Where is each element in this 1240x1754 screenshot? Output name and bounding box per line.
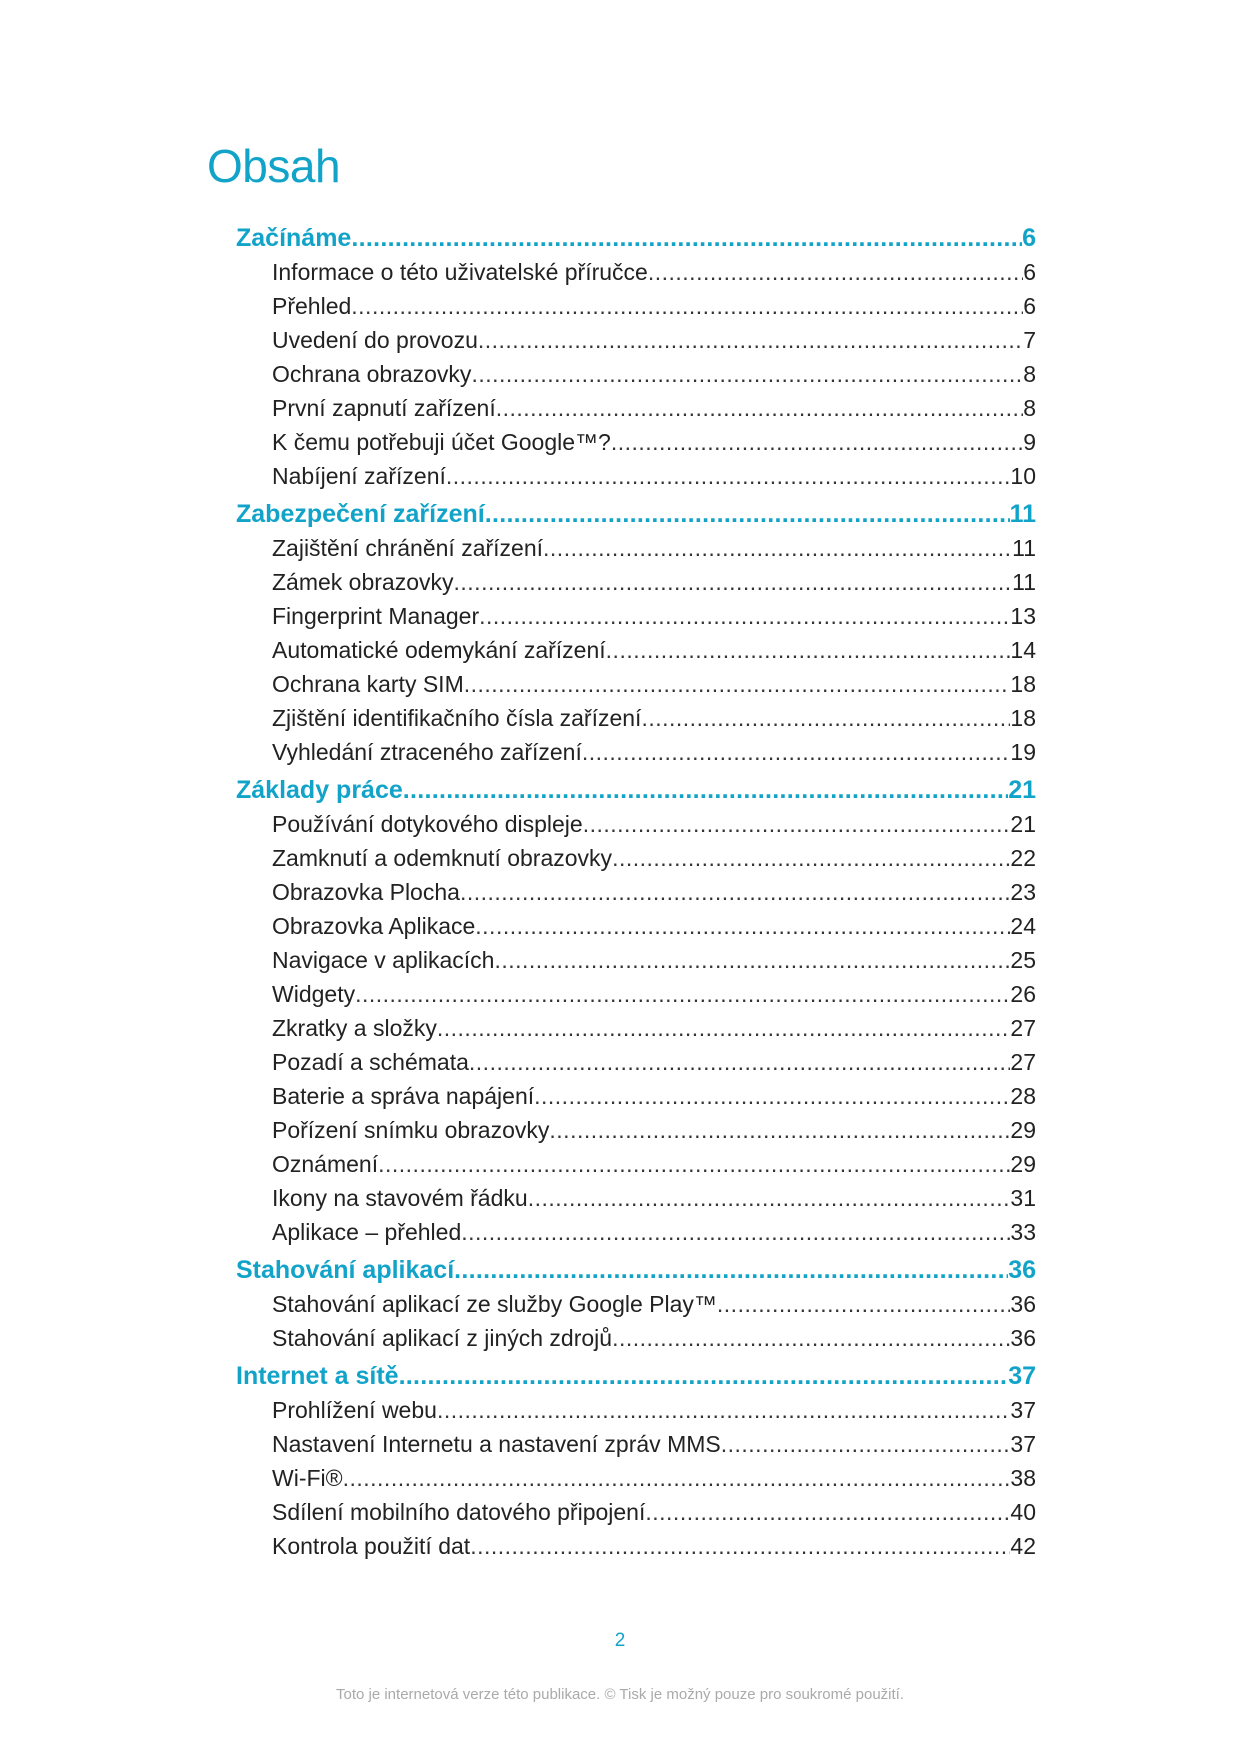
toc-item[interactable]: [236, 323, 1036, 357]
toc-item-label: Obrazovka Plocha: [272, 879, 460, 905]
toc-item-page: 14: [1010, 637, 1036, 663]
toc-item[interactable]: [236, 565, 1036, 599]
toc-item[interactable]: [236, 1427, 1036, 1461]
toc-item[interactable]: [236, 1045, 1036, 1079]
toc-item-page: 18: [1010, 671, 1036, 697]
toc-item-label: Zamknutí a odemknutí obrazovky: [272, 845, 613, 871]
dot-leader: [549, 1113, 1010, 1147]
toc-section-page: 21: [1008, 776, 1036, 804]
toc-item[interactable]: [236, 1215, 1036, 1249]
toc-item[interactable]: [236, 1321, 1036, 1355]
toc-item[interactable]: [236, 255, 1036, 289]
toc-item-page: 9: [1023, 429, 1036, 455]
toc-item-label: Stahování aplikací ze služby Google Play™: [272, 1291, 717, 1317]
toc-item[interactable]: [236, 459, 1036, 493]
toc-item[interactable]: [236, 701, 1036, 735]
dot-leader: [471, 357, 1023, 391]
toc-item-label: Zkratky a složky: [272, 1015, 437, 1041]
dot-leader: [464, 667, 1011, 701]
toc-item-label: Nabíjení zařízení: [272, 463, 446, 489]
dot-leader: [454, 565, 1013, 599]
dot-leader: [343, 1461, 1011, 1495]
toc-item-page: 42: [1010, 1533, 1036, 1559]
toc-item[interactable]: [236, 875, 1036, 909]
toc-item-page: 6: [1023, 259, 1036, 285]
toc-section-entry[interactable]: [236, 221, 1036, 255]
toc-item-page: 25: [1010, 947, 1036, 973]
toc-item-page: 36: [1010, 1291, 1036, 1317]
toc-item-page: 26: [1010, 981, 1036, 1007]
toc-item[interactable]: [236, 1147, 1036, 1181]
dot-leader: [399, 1359, 1009, 1393]
dot-leader: [485, 497, 1010, 531]
toc-item[interactable]: [236, 1461, 1036, 1495]
toc-item-page: 13: [1010, 603, 1036, 629]
toc-item-page: 33: [1010, 1219, 1036, 1245]
dot-leader: [648, 255, 1023, 289]
page-number: 2: [614, 1630, 626, 1651]
toc-item[interactable]: [236, 1287, 1036, 1321]
page-title: Obsah: [207, 139, 341, 192]
toc-item[interactable]: [236, 1495, 1036, 1529]
toc-item-page: 6: [1023, 293, 1036, 319]
toc-item-page: 8: [1023, 395, 1036, 421]
toc-item-page: 27: [1010, 1015, 1036, 1041]
dot-leader: [611, 425, 1023, 459]
dot-leader: [351, 221, 1022, 255]
toc-section-title: Začínáme: [236, 224, 352, 252]
toc-item[interactable]: [236, 1011, 1036, 1045]
dot-leader: [612, 1321, 1010, 1355]
toc-item-page: 29: [1010, 1117, 1036, 1143]
dot-leader: [606, 633, 1011, 667]
toc-item-label: Zámek obrazovky: [272, 569, 454, 595]
toc-item-label: Informace o této uživatelské příručce: [272, 259, 648, 285]
toc-section-page: 11: [1009, 500, 1036, 528]
dot-leader: [470, 1529, 1010, 1563]
table-of-contents: [236, 221, 1036, 1563]
toc-section-title: Základy práce: [236, 776, 403, 804]
toc-item[interactable]: [236, 289, 1036, 323]
toc-item-page: 29: [1010, 1151, 1036, 1177]
toc-item-page: 18: [1010, 705, 1036, 731]
dot-leader: [460, 875, 1010, 909]
toc-item-label: Aplikace – přehled: [272, 1219, 462, 1245]
toc-item-label: Nastavení Internetu a nastavení zpráv MMS: [272, 1431, 721, 1457]
dot-leader: [717, 1287, 1011, 1321]
toc-item-page: 37: [1010, 1431, 1036, 1457]
toc-section-entry[interactable]: [236, 1253, 1036, 1287]
toc-item[interactable]: [236, 1529, 1036, 1563]
toc-item-label: Ikony na stavovém řádku: [272, 1185, 528, 1211]
toc-item[interactable]: [236, 841, 1036, 875]
toc-item-label: Používání dotykového displeje: [272, 811, 583, 837]
toc-item[interactable]: [236, 735, 1036, 769]
toc-item-page: 36: [1010, 1325, 1036, 1351]
dot-leader: [582, 735, 1011, 769]
toc-item-label: Fingerprint Manager: [272, 603, 480, 629]
dot-leader: [475, 909, 1010, 943]
toc-item-page: 11: [1012, 569, 1036, 595]
toc-item-label: Navigace v aplikacích: [272, 947, 495, 973]
toc-item-label: Uvedení do provozu: [272, 327, 478, 353]
toc-item-label: Sdílení mobilního datového připojení: [272, 1499, 646, 1525]
toc-section-entry[interactable]: [236, 773, 1036, 807]
toc-item-page: 23: [1010, 879, 1036, 905]
dot-leader: [612, 841, 1010, 875]
toc-item-label: Zajištění chránění zařízení: [272, 535, 544, 561]
dot-leader: [446, 459, 1011, 493]
toc-item[interactable]: [236, 425, 1036, 459]
dot-leader: [469, 1045, 1011, 1079]
toc-item-page: 31: [1010, 1185, 1036, 1211]
toc-item-page: 19: [1010, 739, 1036, 765]
toc-item[interactable]: [236, 531, 1036, 565]
dot-leader: [351, 289, 1023, 323]
toc-section-title: Stahování aplikací: [236, 1256, 455, 1284]
toc-item[interactable]: [236, 667, 1036, 701]
dot-leader: [478, 323, 1023, 357]
toc-item-page: 11: [1012, 535, 1036, 561]
dot-leader: [479, 599, 1010, 633]
toc-section-page: 36: [1008, 1256, 1036, 1284]
toc-item-label: Stahování aplikací z jiných zdrojů: [272, 1325, 613, 1351]
toc-item-label: Zjištění identifikačního čísla zařízení: [272, 705, 642, 731]
toc-section-page: 6: [1022, 224, 1036, 252]
footer-note: Toto je internetová verze této publikace. © Tisk je možný pouze pro soukromé použití.: [335, 1686, 904, 1703]
toc-item[interactable]: [236, 1181, 1036, 1215]
toc-item-label: Kontrola použití dat: [272, 1533, 471, 1559]
dot-leader: [437, 1011, 1011, 1045]
toc-item[interactable]: [236, 357, 1036, 391]
toc-item-page: 37: [1010, 1397, 1036, 1423]
toc-item-page: 40: [1010, 1499, 1036, 1525]
toc-item[interactable]: [236, 1393, 1036, 1427]
dot-leader: [494, 943, 1010, 977]
toc-item-label: K čemu potřebuji účet Google™?: [272, 429, 611, 455]
dot-leader: [454, 1253, 1008, 1287]
dot-leader: [528, 1181, 1011, 1215]
toc-item-label: Baterie a správa napájení: [272, 1083, 535, 1109]
toc-item-page: 27: [1010, 1049, 1036, 1075]
toc-item[interactable]: [236, 943, 1036, 977]
toc-section-entry[interactable]: [236, 497, 1036, 531]
toc-section-title: Internet a sítě: [236, 1362, 399, 1390]
dot-leader: [645, 1495, 1010, 1529]
toc-item-label: Oznámení: [272, 1151, 379, 1177]
toc-item-label: Pořízení snímku obrazovky: [272, 1117, 550, 1143]
toc-item-page: 38: [1010, 1465, 1036, 1491]
dot-leader: [543, 531, 1012, 565]
toc-item[interactable]: [236, 977, 1036, 1011]
toc-item-label: Vyhledání ztraceného zařízení: [272, 739, 582, 765]
toc-item[interactable]: [236, 807, 1036, 841]
toc-item-label: Prohlížení webu: [272, 1397, 437, 1423]
toc-item[interactable]: [236, 1079, 1036, 1113]
toc-item[interactable]: [236, 1113, 1036, 1147]
dot-leader: [403, 773, 1008, 807]
dot-leader: [355, 977, 1010, 1011]
dot-leader: [721, 1427, 1011, 1461]
toc-item[interactable]: [236, 391, 1036, 425]
toc-item-label: První zapnutí zařízení: [272, 395, 496, 421]
toc-item-page: 21: [1010, 811, 1036, 837]
dot-leader: [534, 1079, 1010, 1113]
toc-item-label: Ochrana obrazovky: [272, 361, 472, 387]
toc-item-label: Automatické odemykání zařízení: [272, 637, 606, 663]
dot-leader: [641, 701, 1010, 735]
toc-section-entry[interactable]: [236, 1359, 1036, 1393]
dot-leader: [496, 391, 1023, 425]
dot-leader: [461, 1215, 1010, 1249]
toc-item-page: 10: [1010, 463, 1036, 489]
toc-item-page: 7: [1023, 327, 1036, 353]
toc-item[interactable]: [236, 633, 1036, 667]
toc-item-label: Přehled: [272, 293, 352, 319]
toc-item-page: 22: [1010, 845, 1036, 871]
toc-item-label: Wi-Fi®: [272, 1465, 343, 1491]
toc-section-title: Zabezpečení zařízení: [236, 500, 485, 528]
toc-section-page: 37: [1008, 1362, 1036, 1390]
toc-item[interactable]: [236, 599, 1036, 633]
toc-item-label: Pozadí a schémata: [272, 1049, 469, 1075]
toc-item[interactable]: [236, 909, 1036, 943]
toc-item-label: Widgety: [272, 981, 356, 1007]
toc-item-page: 28: [1010, 1083, 1036, 1109]
dot-leader: [583, 807, 1011, 841]
toc-item-page: 8: [1023, 361, 1036, 387]
toc-item-label: Obrazovka Aplikace: [272, 913, 476, 939]
dot-leader: [378, 1147, 1010, 1181]
dot-leader: [437, 1393, 1010, 1427]
toc-item-page: 24: [1010, 913, 1036, 939]
toc-item-label: Ochrana karty SIM: [272, 671, 464, 697]
